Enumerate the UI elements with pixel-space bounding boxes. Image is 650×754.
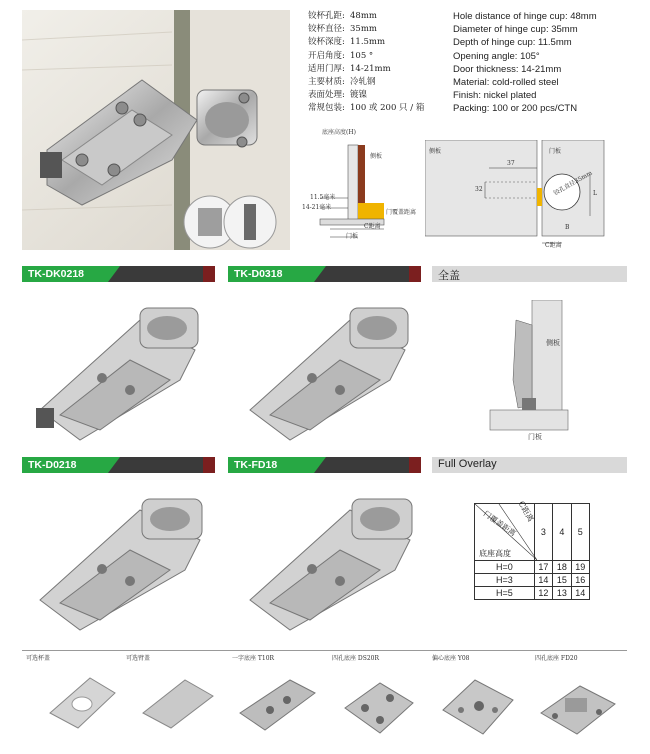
- banner-tip: [108, 457, 120, 473]
- row-header: H=5: [475, 587, 535, 600]
- hinge-image-2: [240, 290, 425, 450]
- accessory-label-4: 四孔底座 DS20R: [332, 655, 379, 662]
- label-base-height: 底座高度(H): [322, 129, 356, 136]
- accessory-label-3: 一字底座 T10R: [232, 655, 275, 662]
- table-col-header: 5: [571, 504, 589, 561]
- label-front-side-panel: 侧板: [429, 148, 442, 155]
- table-corner: [475, 499, 536, 561]
- row-header: H=3: [475, 574, 535, 587]
- install-door-label: 门板: [528, 433, 542, 441]
- spec-en-row: Depth of hinge cup: 11.5mm: [453, 37, 572, 49]
- hero-photo: [22, 10, 290, 250]
- table-cell: 12: [534, 587, 552, 600]
- overlay-cn-label: 全盖: [438, 270, 460, 282]
- table-cell: 15: [553, 574, 571, 587]
- table-cell: 19: [571, 561, 589, 574]
- spec-cn-row: 开启角度: 105 °: [308, 50, 374, 61]
- table-cell: 13: [553, 587, 571, 600]
- table-row: [475, 587, 590, 600]
- label-front-door: 门板: [549, 148, 562, 155]
- label-dim-32: 32: [475, 186, 483, 193]
- table-cell: 18: [553, 561, 571, 574]
- label-dim-b: B: [565, 224, 570, 231]
- spec-en-row: Finish: nickel plated: [453, 90, 537, 102]
- label-front-c-distance: C距离: [545, 242, 562, 249]
- side-section-diagram: [300, 125, 415, 245]
- overlay-en-band: [432, 457, 627, 473]
- spec-en-row: Opening angle: 105°: [453, 50, 540, 62]
- base-t10r-image: [235, 668, 320, 743]
- specs-en: [453, 10, 643, 116]
- corner-top-label: C距离: [516, 499, 536, 524]
- label-side-panel: 侧板: [370, 153, 383, 160]
- model-banner-3: [22, 457, 215, 473]
- spec-cn-row: 表面处理: 镀镍: [308, 90, 368, 101]
- model-name: TK-D0218: [22, 457, 108, 473]
- spec-cn-row: 适用门厚: 14-21mm: [308, 63, 391, 74]
- overlay-spec-table: [474, 499, 594, 613]
- banner-stripe: [203, 457, 215, 473]
- spec-cn-row: 铰杯直径: 35mm: [308, 24, 377, 35]
- accessory-label-5: 偏心底座 Y08: [432, 655, 470, 662]
- install-diagram: [488, 300, 573, 442]
- label-cup-hole: 铰孔直径35mm: [552, 169, 594, 198]
- row-header: H=0: [475, 561, 535, 574]
- table-cell: 17: [534, 561, 552, 574]
- label-cup-depth: 11.5毫米: [310, 194, 336, 201]
- spec-en-row: Door thickness: 14-21mm: [453, 63, 562, 75]
- label-dim-l: L: [593, 190, 597, 197]
- spec-cn-row: 常规包装: 100 或 200 只 / 箱: [308, 103, 425, 114]
- banner-tip: [314, 266, 326, 282]
- model-name: TK-DK0218: [22, 266, 108, 282]
- table-col-header: 4: [553, 504, 571, 561]
- banner-tip: [314, 457, 326, 473]
- base-ds20r-image: [335, 668, 420, 743]
- spec-cn-row: 主要材质: 冷轧钢: [308, 77, 376, 88]
- banner-stripe: [409, 457, 421, 473]
- model-banner-4: [228, 457, 421, 473]
- table-row: [475, 574, 590, 587]
- model-name: TK-D0318: [228, 266, 314, 282]
- spec-en-row: Diameter of hinge cup: 35mm: [453, 24, 578, 36]
- table-row: [475, 561, 590, 574]
- label-door: 门板: [346, 233, 359, 240]
- label-door-thickness: 14-21毫米: [302, 204, 332, 211]
- table-cell: 16: [571, 574, 589, 587]
- corner-bottom-label: 底座高度: [479, 549, 511, 558]
- hinge-image-3: [30, 485, 215, 635]
- banner-stripe: [203, 266, 215, 282]
- install-side-panel-label: 侧板: [546, 339, 560, 347]
- arm-cover-image: [135, 668, 220, 738]
- spec-en-row: Material: cold-rolled steel: [453, 77, 559, 89]
- model-name: TK-FD18: [228, 457, 314, 473]
- overlay-cn-band: [432, 266, 627, 282]
- hinge-image-4: [240, 485, 425, 635]
- spec-en-row: Hole distance of hinge cup: 48mm: [453, 11, 597, 22]
- accessory-label-2: 可选臂盖: [126, 655, 151, 662]
- table-cell: 14: [571, 587, 589, 600]
- accessories-divider: [22, 650, 627, 651]
- base-y08-image: [435, 668, 520, 743]
- banner-tip: [108, 266, 120, 282]
- front-view-diagram: [425, 140, 625, 252]
- spec-cn-row: 铰杯深度: 11.5mm: [308, 37, 386, 48]
- table-cell: 14: [534, 574, 552, 587]
- corner-mid-label: 门覆盖距离: [481, 509, 518, 538]
- label-c-distance: C距离: [364, 223, 381, 230]
- hinge-image-1: [30, 290, 215, 450]
- specs-cn: [308, 10, 458, 116]
- spec-cn-row: 铰杯孔距: 48mm: [308, 11, 377, 21]
- cup-cover-image: [40, 668, 120, 738]
- label-dim-37: 37: [507, 160, 515, 167]
- model-banner-2: [228, 266, 421, 282]
- model-banner-1: [22, 266, 215, 282]
- spec-en-row: Packing: 100 or 200 pcs/CTN: [453, 103, 578, 115]
- table-col-header: 3: [534, 504, 552, 561]
- banner-stripe: [409, 266, 421, 282]
- overlay-en-label: Full Overlay: [438, 458, 497, 470]
- accessory-label-1: 可选杯盖: [26, 655, 51, 662]
- label-overlay: 门覆盖距离: [386, 209, 417, 216]
- accessory-label-6: 四孔底座 FD20: [535, 655, 578, 662]
- base-fd20-image: [535, 668, 620, 743]
